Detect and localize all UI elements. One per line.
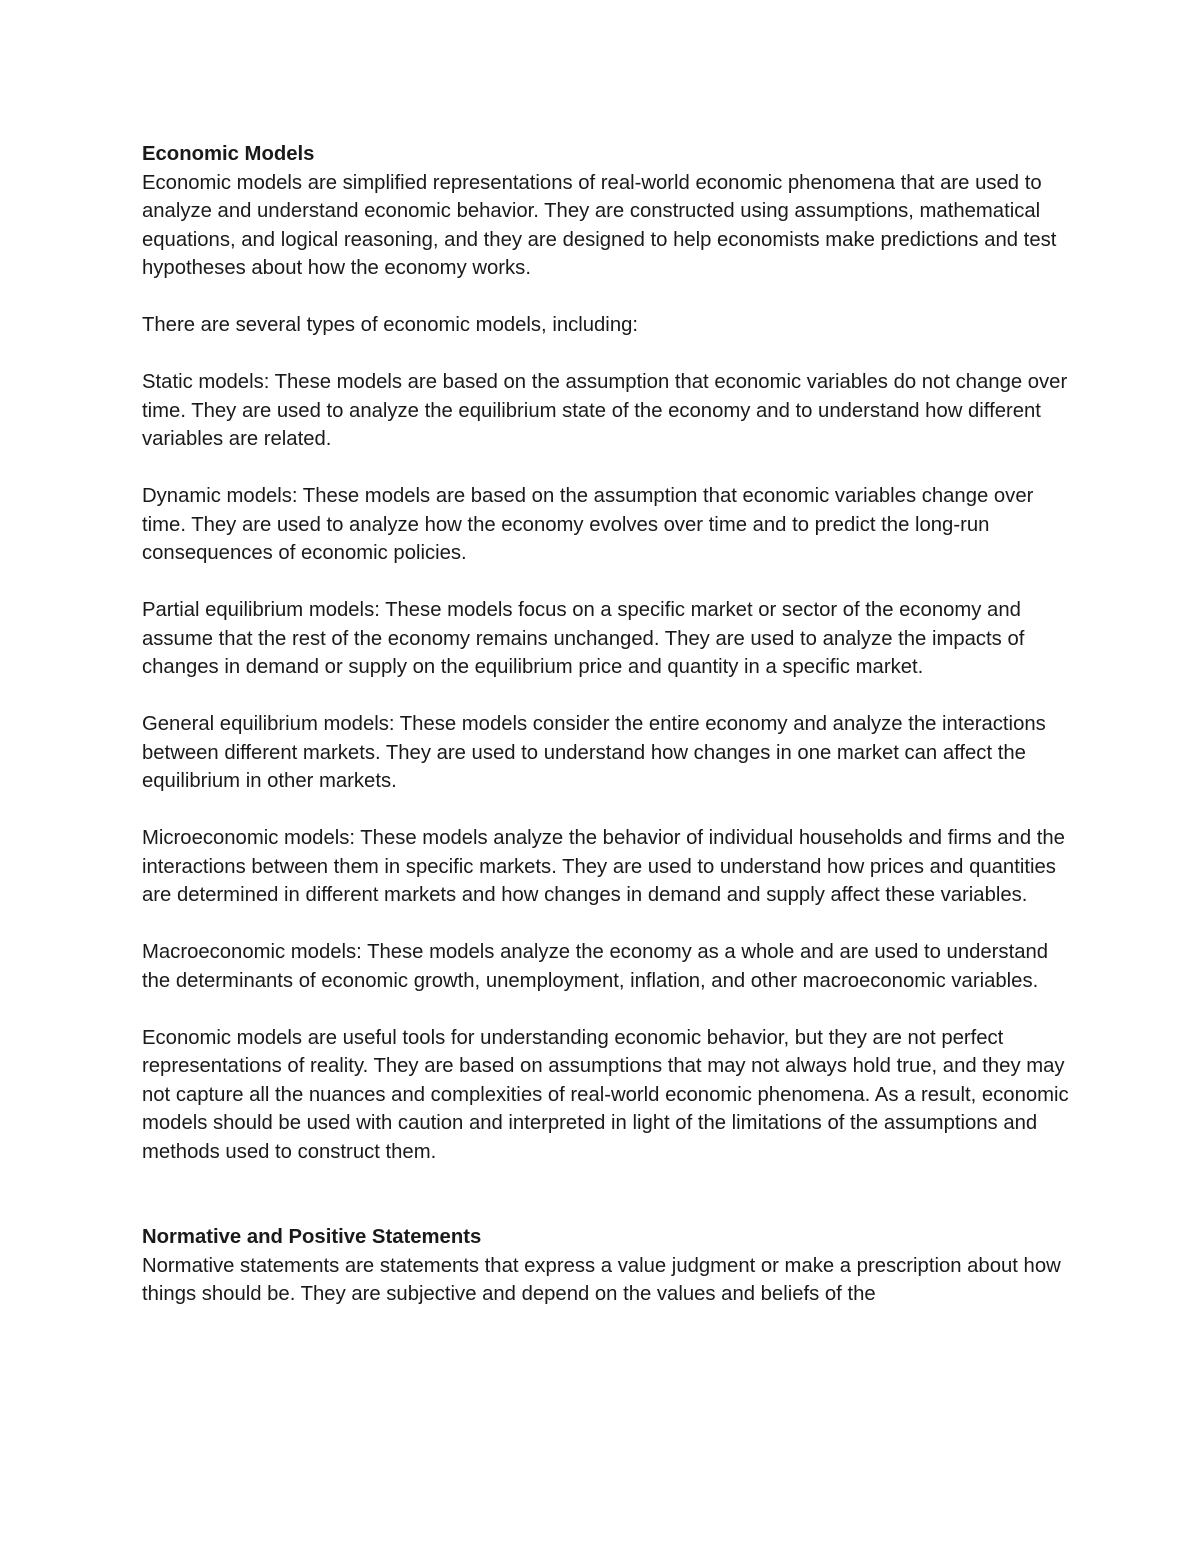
paragraph-dynamic-models: Dynamic models: These models are based on the assumption that economic variables change over time. They are used to analyze how the economy evolves over time and to predict the long-run consequences of economic policies. (142, 485, 1034, 564)
paragraph-static-models: Static models: These models are based on the assumption that economic variables do not change over time. They are used to analyze the equilibrium state of the economy and to understand how different variables are related. (142, 371, 1068, 450)
section-spacer (142, 1195, 1072, 1224)
paragraph-types-intro: There are several types of economic models, including: (142, 314, 639, 336)
document-body (142, 140, 1072, 1309)
paragraph-macroeconomic-models: Macroeconomic models: These models analyze the economy as a whole and are used to understand the determinants of economic growth, unemployment, inflation, and other macroeconomic variables. (142, 941, 1049, 992)
paragraph-general-equilibrium: General equilibrium models: These models consider the entire economy and analyze the interactions between different markets. They are used to understand how changes in one market can affect the equilibrium in other markets. (142, 713, 1046, 792)
paragraph-intro: Economic models are simplified representations of real-world economic phenomena that are used to analyze and understand economic behavior. They are constructed using assumptions, mathematical equations, and logical reasoning, and they are designed to help economists make predictions and test hypotheses about how the economy works. (142, 171, 1057, 279)
paragraph-partial-equilibrium: Partial equilibrium models: These models focus on a specific market or sector of the economy and assume that the rest of the economy remains unchanged. They are used to analyze the impacts of changes in demand or supply on the equilibrium price and quantity in a specific market. (142, 599, 1025, 678)
section-heading-economic-models: Economic Models (142, 143, 315, 165)
paragraph-normative-statements: Normative statements are statements that express a value judgment or make a prescription about how things should be. They are subjective and depend on the values and beliefs of the (142, 1254, 1061, 1305)
paragraph-conclusion: Economic models are useful tools for understanding economic behavior, but they are not perfect representations of reality. They are based on assumptions that may not always hold true, and they may not capture all the nuances and complexities of real-world economic phenomena. As a result, economic models should be used with caution and interpreted in light of the limitations of the assumptions and methods used to construct them. (142, 1026, 1069, 1163)
section-heading-normative-positive: Normative and Positive Statements (142, 1226, 482, 1248)
paragraph-microeconomic-models: Microeconomic models: These models analyze the behavior of individual households and firms and the interactions between them in specific markets. They are used to understand how prices and quantities are determined in different markets and how changes in demand and supply affect these variables. (142, 827, 1065, 906)
